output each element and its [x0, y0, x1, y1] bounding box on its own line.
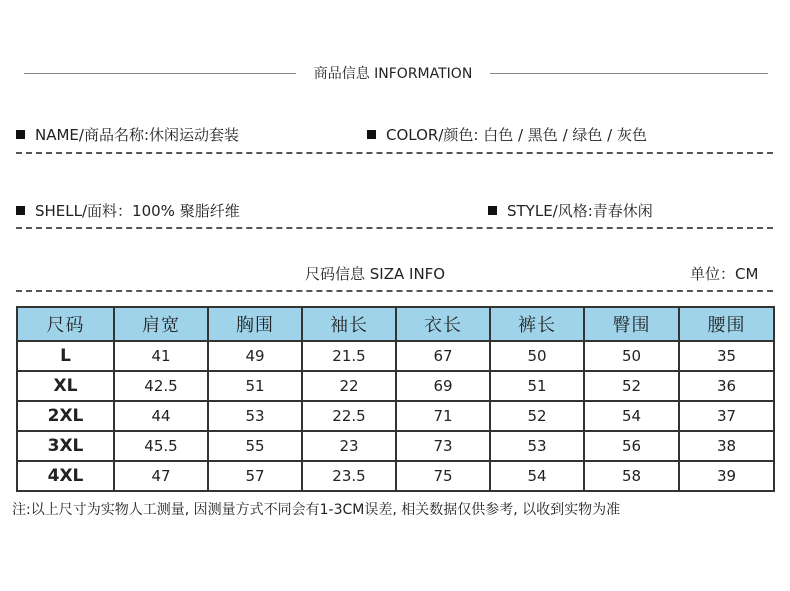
square-bullet-icon	[16, 130, 25, 139]
size-cell: XL	[17, 371, 114, 401]
dashed-divider	[16, 290, 773, 292]
info-style	[488, 200, 653, 221]
table-cell: 52	[490, 401, 584, 431]
table-cell: 23.5	[302, 461, 396, 491]
square-bullet-icon	[367, 130, 376, 139]
table-cell: 50	[584, 341, 679, 371]
table-row	[17, 461, 774, 491]
column-header: 肩宽	[114, 307, 208, 341]
column-header: 尺码	[17, 307, 114, 341]
table-cell: 54	[584, 401, 679, 431]
unit-label: 单位：CM	[690, 265, 759, 283]
table-cell: 36	[679, 371, 774, 401]
info-color-text: COLOR/颜色: 白色 / 黑色 / 绿色 / 灰色	[386, 126, 647, 144]
table-cell: 53	[490, 431, 584, 461]
size-cell: 3XL	[17, 431, 114, 461]
table-cell: 21.5	[302, 341, 396, 371]
column-header: 臀围	[584, 307, 679, 341]
table-cell: 44	[114, 401, 208, 431]
table-cell: 37	[679, 401, 774, 431]
table-cell: 75	[396, 461, 490, 491]
table-cell: 39	[679, 461, 774, 491]
dashed-divider	[16, 227, 773, 229]
size-cell: 2XL	[17, 401, 114, 431]
table-cell: 22	[302, 371, 396, 401]
table-header-row	[17, 307, 774, 341]
table-cell: 52	[584, 371, 679, 401]
square-bullet-icon	[16, 206, 25, 215]
table-cell: 49	[208, 341, 302, 371]
column-header: 腰围	[679, 307, 774, 341]
table-cell: 58	[584, 461, 679, 491]
table-cell: 56	[584, 431, 679, 461]
table-row	[17, 341, 774, 371]
table-cell: 42.5	[114, 371, 208, 401]
column-header: 裤长	[490, 307, 584, 341]
info-color	[367, 124, 647, 145]
table-row	[17, 431, 774, 461]
column-header: 袖长	[302, 307, 396, 341]
info-shell-text: SHELL/面料：100% 聚脂纤维	[35, 202, 240, 220]
size-cell: 4XL	[17, 461, 114, 491]
square-bullet-icon	[488, 206, 497, 215]
info-shell	[16, 200, 240, 221]
table-cell: 57	[208, 461, 302, 491]
table-row	[17, 401, 774, 431]
dashed-divider	[16, 152, 773, 154]
table-cell: 51	[208, 371, 302, 401]
table-cell: 73	[396, 431, 490, 461]
table-cell: 51	[490, 371, 584, 401]
info-style-text: STYLE/风格:青春休闲	[507, 202, 653, 220]
table-cell: 35	[679, 341, 774, 371]
table-cell: 53	[208, 401, 302, 431]
table-cell: 71	[396, 401, 490, 431]
size-table	[16, 306, 775, 492]
size-info-title: 尺码信息 SIZA INFO	[305, 265, 446, 283]
table-cell: 67	[396, 341, 490, 371]
table-cell: 22.5	[302, 401, 396, 431]
table-cell: 55	[208, 431, 302, 461]
table-cell: 50	[490, 341, 584, 371]
info-name	[16, 124, 239, 145]
info-name-text: NAME/商品名称:休闲运动套装	[35, 126, 240, 144]
table-cell: 41	[114, 341, 208, 371]
table-cell: 23	[302, 431, 396, 461]
column-header: 胸围	[208, 307, 302, 341]
table-cell: 38	[679, 431, 774, 461]
measurement-note: 注:以上尺寸为实物人工测量, 因测量方式不同会有1-3CM误差, 相关数据仅供参考, 以收到实物为准	[12, 502, 621, 518]
table-row	[17, 371, 774, 401]
table-cell: 54	[490, 461, 584, 491]
table-cell: 47	[114, 461, 208, 491]
size-cell: L	[17, 341, 114, 371]
table-cell: 69	[396, 371, 490, 401]
table-cell: 45.5	[114, 431, 208, 461]
section-title-information: 商品信息 INFORMATION	[296, 64, 490, 84]
column-header: 衣长	[396, 307, 490, 341]
